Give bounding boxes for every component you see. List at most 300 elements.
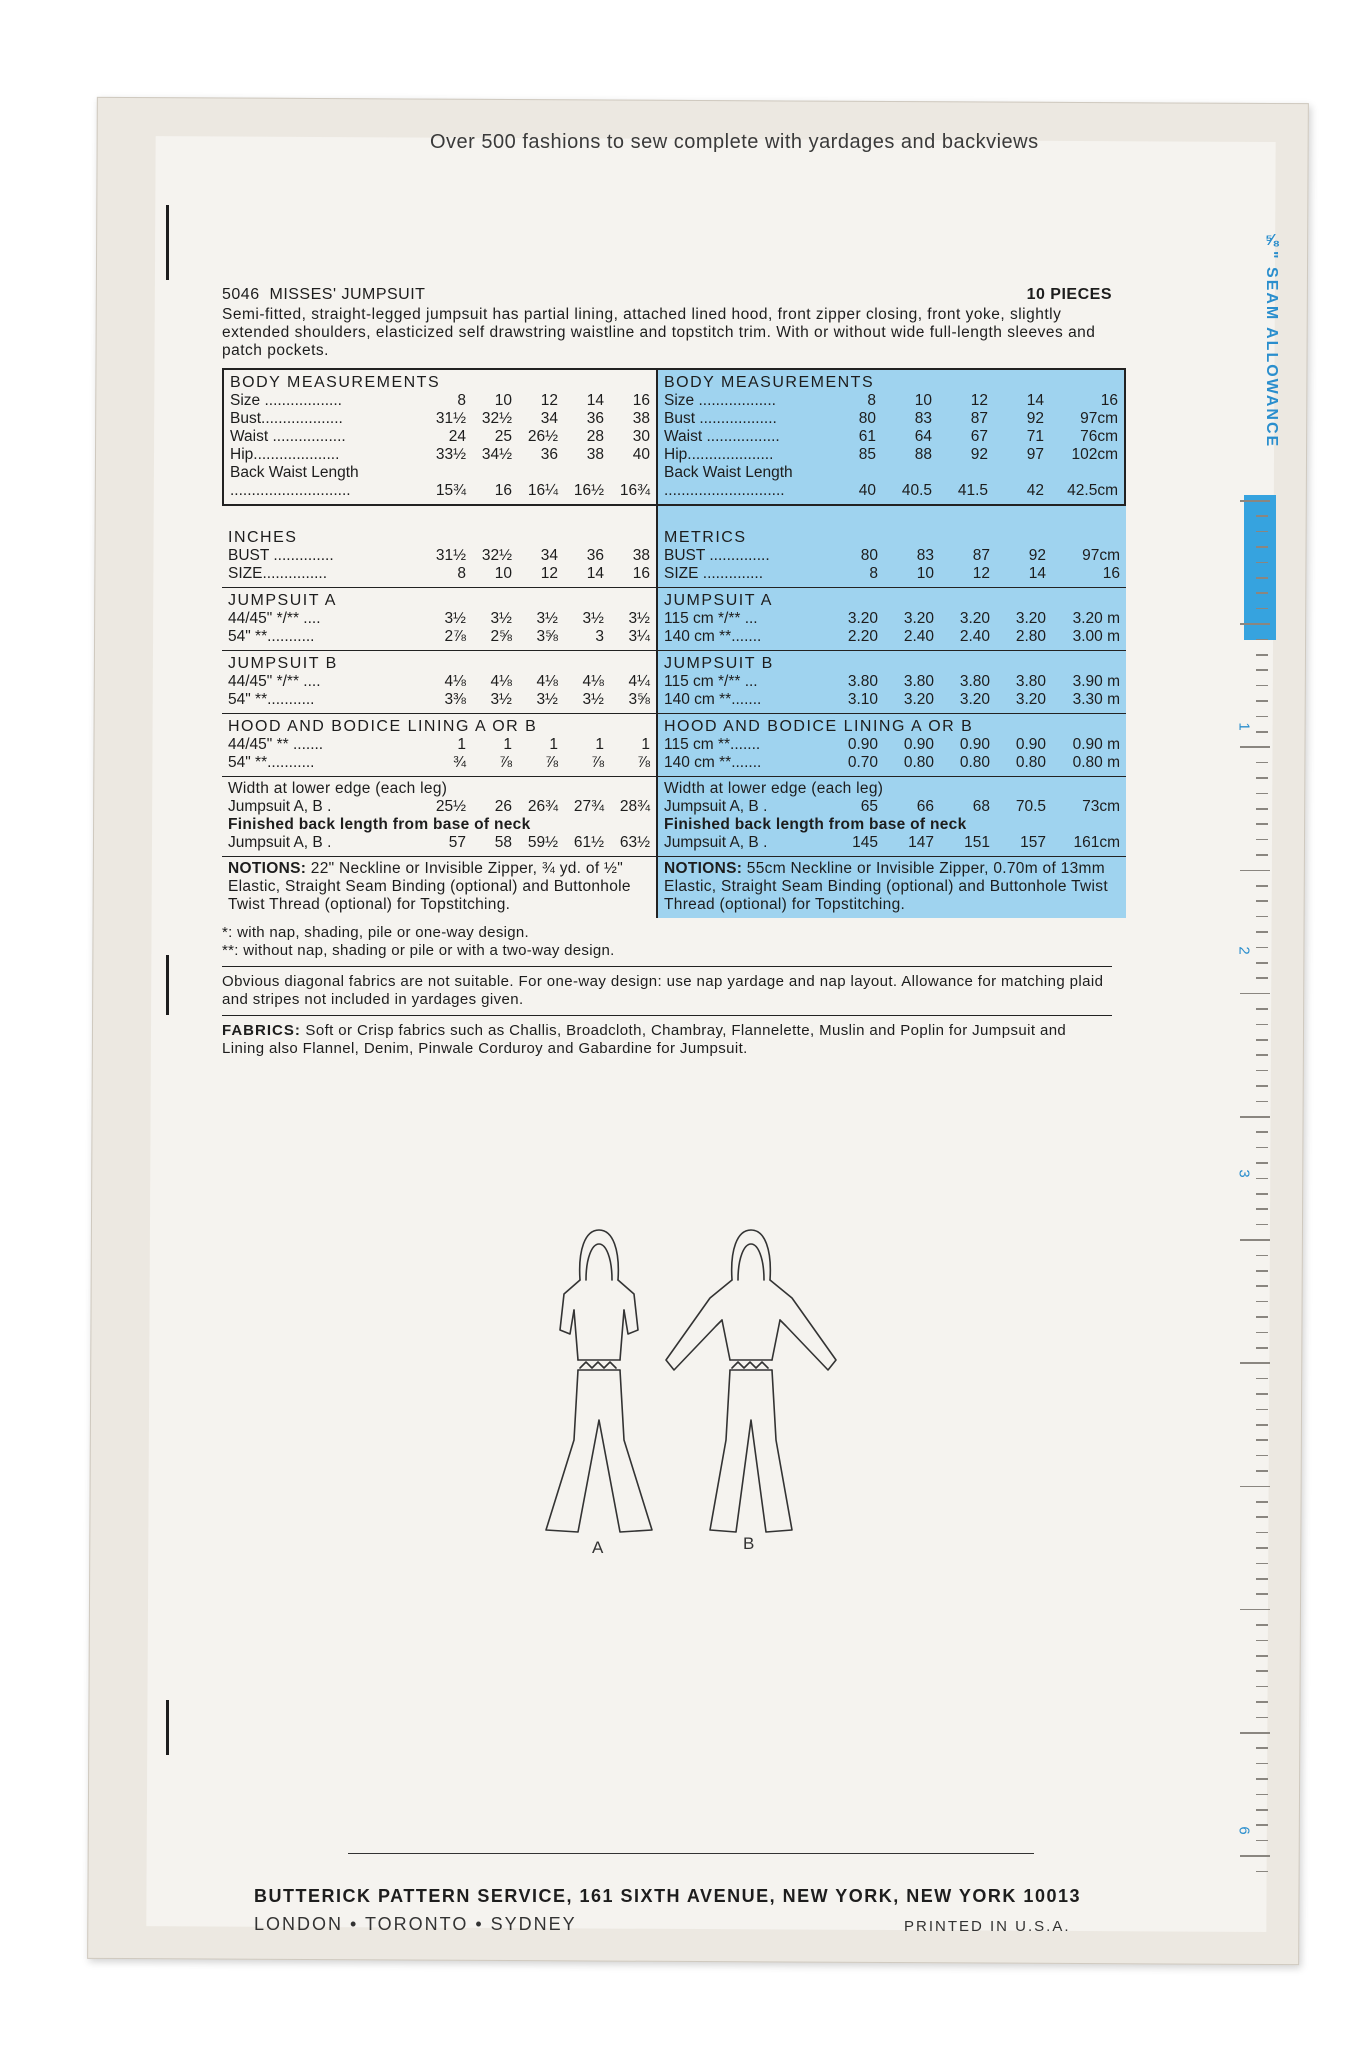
table-row — [664, 392, 1118, 410]
divider — [222, 1015, 1112, 1016]
row-label: Waist ................. — [230, 428, 346, 445]
row-label: Jumpsuit A, B . — [228, 834, 332, 851]
ruler-tick — [1256, 977, 1268, 979]
table-cell: 31½ — [435, 547, 466, 564]
table-cell: 64 — [914, 428, 932, 445]
ruler-tick — [1256, 1101, 1268, 1103]
ruler-tick — [1256, 1563, 1268, 1565]
table-cell: 0.90 — [959, 736, 990, 753]
table-cell: 157 — [1020, 834, 1046, 851]
table-cell: 61½ — [573, 834, 604, 851]
row-label: Hip.................... — [664, 446, 774, 463]
table-row — [228, 628, 650, 646]
table-cell: 92 — [1028, 547, 1046, 564]
table-cell: 8 — [457, 565, 466, 582]
row-label: 140 cm **....... — [664, 691, 762, 708]
table-cell: 41.5 — [957, 482, 988, 499]
metrics-section: METRICS BUST .............. 80 83 87 92 97cm SIZE .............. 8 10 12 14 16 — [658, 506, 1126, 587]
ruler-tick — [1256, 592, 1268, 594]
ruler-tick — [1256, 685, 1268, 687]
table-cell: 3⅝ — [536, 628, 558, 645]
ruler-tick — [1240, 870, 1270, 872]
table-cell: 3½ — [582, 691, 604, 708]
ruler-tick — [1256, 1701, 1268, 1703]
table-cell: 88 — [914, 446, 932, 463]
table-cell: 34½ — [481, 446, 512, 463]
table-cell: 85 — [858, 446, 876, 463]
table-cell: 2⅞ — [444, 628, 466, 645]
size-conversion-block — [222, 506, 1126, 587]
ruler-tick — [1256, 1316, 1268, 1318]
row-label: Hip.................... — [230, 446, 340, 463]
table-cell: 4⅛ — [490, 673, 512, 690]
ruler-tick — [1240, 1732, 1270, 1734]
table-cell: 2⅝ — [490, 628, 512, 645]
ruler-tick — [1240, 1609, 1270, 1611]
row-label: Waist ................. — [664, 428, 780, 445]
envelope-tagline: Over 500 fashions to sew complete with yardages and backviews — [430, 131, 1039, 153]
table-cell: 3.30 m — [1072, 691, 1120, 708]
table-cell: 76cm — [1080, 428, 1118, 445]
table-cell: 0.90 m — [1072, 736, 1120, 753]
table-cell: 70.5 — [1015, 798, 1046, 815]
table-cell: 30 — [632, 428, 650, 445]
ruler-tick — [1256, 1670, 1268, 1672]
table-row — [664, 428, 1118, 446]
ruler-tick — [1240, 1116, 1270, 1118]
ruler-number: 2 — [1235, 946, 1253, 955]
row-label: ............................ — [664, 482, 785, 499]
table-cell: 0.80 m — [1072, 754, 1120, 771]
pattern-header — [222, 286, 1112, 304]
ruler-tick — [1256, 639, 1268, 641]
table-cell: 28 — [586, 428, 604, 445]
ruler-tick — [1256, 1162, 1268, 1164]
table-row — [664, 482, 1118, 500]
table-cell: 145 — [852, 834, 878, 851]
ruler-tick — [1256, 700, 1268, 702]
ruler-tick — [1256, 885, 1268, 887]
row-label: 44/45" */** .... — [228, 610, 321, 627]
table-cell: 3½ — [490, 691, 512, 708]
table-cell: 97cm — [1080, 410, 1118, 427]
table-cell: 3½ — [490, 610, 512, 627]
table-cell: 16½ — [573, 482, 604, 499]
margin-mark — [166, 1700, 169, 1755]
table-cell: 16 — [632, 392, 650, 409]
table-row — [664, 547, 1120, 565]
ruler-tick — [1256, 1593, 1268, 1595]
table-cell: 0.90 — [847, 736, 878, 753]
pattern-number: 5046 — [222, 286, 260, 303]
row-label: SIZE .............. — [664, 565, 764, 582]
table-cell: 97 — [1026, 446, 1044, 463]
table-row — [664, 691, 1120, 709]
ruler-tick — [1256, 1070, 1268, 1072]
ruler-tick — [1240, 500, 1270, 502]
table-cell: 3 — [595, 628, 604, 645]
row-label: 140 cm **....... — [664, 628, 762, 645]
row-label: ............................ — [230, 482, 351, 499]
table-cell: 92 — [970, 446, 988, 463]
row-label: Size .................. — [664, 392, 776, 409]
table-cell: 2.40 — [959, 628, 990, 645]
publisher-cities: LONDON • TORONTO • SYDNEY — [254, 1914, 577, 1934]
table-cell: 26 — [494, 798, 512, 815]
table-cell: ⅞ — [637, 754, 650, 771]
table-cell: 67 — [970, 428, 988, 445]
seam-allowance-label: ⅝" SEAM ALLOWANCE — [1263, 232, 1280, 449]
table-cell: 83 — [916, 547, 934, 564]
table-cell: 3¼ — [628, 628, 650, 645]
ruler-tick — [1256, 1193, 1268, 1195]
table-cell: 59½ — [527, 834, 558, 851]
ruler-tick — [1256, 1131, 1268, 1133]
table-cell: 36 — [540, 446, 558, 463]
table-cell: 57 — [448, 834, 466, 851]
table-cell: 3½ — [582, 610, 604, 627]
back-view-sketches — [540, 1220, 840, 1565]
fabrics-paragraph: FABRICS: Soft or Crisp fabrics such as Challis, Broadcloth, Chambray, Flannelette, Muslin and Poplin for Jumpsuit and Lining also Flannel, Denim, Pinwale Corduroy and Gabardine for Jumpsuit. — [222, 1022, 1067, 1057]
table-row — [228, 798, 650, 816]
table-cell: 16 — [1102, 565, 1120, 582]
ruler-tick — [1256, 654, 1268, 656]
ruler-tick — [1256, 562, 1268, 564]
table-row — [228, 610, 650, 628]
table-row — [230, 410, 650, 428]
table-cell: 8 — [869, 565, 878, 582]
ruler-tick — [1256, 1717, 1268, 1719]
table-cell: 1 — [503, 736, 512, 753]
table-row — [664, 798, 1120, 816]
table-cell: 0.80 — [959, 754, 990, 771]
ruler-tick — [1256, 1255, 1268, 1257]
row-label: 54" **........... — [228, 628, 315, 645]
ruler-tick — [1256, 1024, 1268, 1026]
row-label: Bust .................. — [664, 410, 777, 427]
ruler-tick — [1256, 1794, 1268, 1796]
ruler-tick — [1256, 577, 1268, 579]
ruler-tick — [1256, 931, 1268, 933]
table-row — [664, 673, 1120, 691]
ruler-tick — [1256, 1470, 1268, 1472]
table-cell: 3½ — [444, 610, 466, 627]
table-cell: 80 — [858, 410, 876, 427]
table-cell: 32½ — [481, 547, 512, 564]
ruler-tick — [1256, 962, 1268, 964]
table-cell: 73cm — [1082, 798, 1120, 815]
row-label: 115 cm **....... — [664, 736, 761, 753]
table-cell: 28¾ — [619, 798, 650, 815]
table-cell: 26¾ — [527, 798, 558, 815]
view-b-label: B — [743, 1534, 755, 1553]
ruler-tick — [1256, 1501, 1268, 1503]
table-cell: 14 — [1026, 392, 1044, 409]
table-cell: 40.5 — [901, 482, 932, 499]
table-cell: 3.20 — [903, 610, 934, 627]
publisher-address: BUTTERICK PATTERN SERVICE, 161 SIXTH AVENUE, NEW YORK, NEW YORK 10013 — [254, 1886, 1081, 1906]
ruler-tick — [1240, 1855, 1270, 1857]
table-cell: 3.80 — [847, 673, 878, 690]
table-cell: 25½ — [435, 798, 466, 815]
row-label: Jumpsuit A, B . — [228, 798, 332, 815]
table-row — [664, 628, 1120, 646]
table-cell: 0.90 — [1015, 736, 1046, 753]
body-measurements-block — [222, 368, 1126, 506]
table-cell: 151 — [964, 834, 990, 851]
ruler-tick — [1256, 1532, 1268, 1534]
ruler-tick — [1240, 746, 1270, 748]
table-row — [228, 736, 650, 754]
ruler-tick — [1256, 1424, 1268, 1426]
ruler-tick — [1256, 1455, 1268, 1457]
row-label: 44/45" */** .... — [228, 673, 321, 690]
table-cell: 10 — [494, 392, 512, 409]
table-cell: 4¼ — [628, 673, 650, 690]
table-cell: 16¼ — [527, 482, 558, 499]
table-cell: 3.20 — [959, 691, 990, 708]
table-cell: 97cm — [1082, 547, 1120, 564]
table-cell: 1 — [595, 736, 604, 753]
table-row — [228, 754, 650, 772]
hood-lining-yardage: HOOD AND BODICE LINING A OR B 44/45" ** ....... 1 1 1 1 1 54" **........... ¾ ⅞ ⅞ ⅞ ⅞ HOOD AND BODICE LINING A OR B 115 cm **....... 0.90 0.90 0.90 0.90 0.90 m 140 cm **....... 0.70 0.80 0.80 0.80 0.80 m — [222, 713, 1126, 776]
notions-block — [222, 856, 1126, 918]
ruler-tick — [1256, 731, 1268, 733]
table-cell: 16 — [632, 565, 650, 582]
row-label: SIZE............... — [228, 565, 328, 582]
body-measurements-inches: BODY MEASUREMENTS Size .................. 8 10 12 14 16 Bust................... 31½ 32½ 34 36 38 Waist ................. 24 25 26½ 28 30 Hip.................... 33½ 34½ 36 38 40 Back Waist Length ............................ 15¾ 16 16¼ 16½ 16¾ — [222, 370, 658, 506]
table-row — [664, 736, 1120, 754]
ruler-tick — [1256, 1285, 1268, 1287]
table-cell: 15¾ — [435, 482, 466, 499]
table-row — [664, 565, 1120, 583]
ruler-number: 6 — [1235, 1826, 1253, 1835]
table-cell: 12 — [540, 392, 558, 409]
table-row — [228, 565, 650, 583]
table-row — [228, 691, 650, 709]
ruler-tick — [1256, 854, 1268, 856]
table-cell: 3.20 — [903, 691, 934, 708]
margin-mark — [166, 205, 169, 280]
table-cell: 38 — [586, 446, 604, 463]
table-cell: 147 — [908, 834, 934, 851]
ruler-tick — [1256, 1778, 1268, 1780]
ruler-tick — [1240, 1239, 1270, 1241]
inches-section: INCHES BUST .............. 31½ 32½ 34 36 38 SIZE............... 8 10 12 14 16 — [222, 506, 658, 587]
row-label: Bust................... — [230, 410, 343, 427]
row-label: 54" **........... — [228, 754, 315, 771]
footnotes: *: with nap, shading, pile or one-way design. **: without nap, shading or pile or with a two-way design. — [222, 924, 615, 959]
ruler-tick — [1256, 947, 1268, 949]
table-cell: 1 — [641, 736, 650, 753]
table-cell: 4⅛ — [536, 673, 558, 690]
table-cell: 4⅛ — [582, 673, 604, 690]
table-cell: 3.20 — [1015, 691, 1046, 708]
ruler-tick — [1256, 839, 1268, 841]
table-cell: 36 — [586, 410, 604, 427]
table-cell: 3.20 m — [1072, 610, 1120, 627]
jumpsuit-back-view-illustration — [540, 1220, 840, 1560]
table-cell: 10 — [494, 565, 512, 582]
ruler-tick — [1256, 1270, 1268, 1272]
table-cell: 8 — [867, 392, 876, 409]
table-row — [664, 834, 1120, 852]
table-cell: 14 — [1028, 565, 1046, 582]
table-cell: 14 — [586, 565, 604, 582]
table-cell: 3.80 — [1015, 673, 1046, 690]
ruler-tick — [1256, 1547, 1268, 1549]
ruler-tick — [1256, 1686, 1268, 1688]
ruler-tick — [1256, 1178, 1268, 1180]
table-cell: 34 — [540, 410, 558, 427]
ruler-tick — [1256, 1332, 1268, 1334]
ruler-tick — [1256, 1840, 1268, 1842]
table-row — [228, 547, 650, 565]
ruler-tick — [1256, 808, 1268, 810]
table-cell: 102cm — [1071, 446, 1118, 463]
ruler-tick — [1240, 623, 1270, 625]
table-cell: 12 — [972, 565, 990, 582]
ruler-tick — [1256, 1039, 1268, 1041]
table-cell: 36 — [586, 547, 604, 564]
table-cell: 14 — [586, 392, 604, 409]
table-cell: 3.10 — [847, 691, 878, 708]
row-label: 115 cm */** ... — [664, 673, 758, 690]
table-cell: 26½ — [527, 428, 558, 445]
table-cell: 27¾ — [573, 798, 604, 815]
table-cell: 42.5cm — [1067, 482, 1118, 499]
table-row — [230, 446, 650, 464]
table-cell: 71 — [1026, 428, 1044, 445]
table-cell: ⅞ — [499, 754, 512, 771]
table-cell: 16 — [1100, 392, 1118, 409]
ruler-tick — [1256, 762, 1268, 764]
row-label: 44/45" ** ....... — [228, 736, 324, 753]
table-cell: 8 — [457, 392, 466, 409]
notions-metric: NOTIONS: 55cm Neckline or Invisible Zipper, 0.70m of 13mm Elastic, Straight Seam Binding (optional) and Buttonhole Twist Thread (optional) for Topstitching. — [658, 857, 1126, 918]
table-cell: 0.90 — [903, 736, 934, 753]
table-cell: 58 — [494, 834, 512, 851]
pattern-title: MISSES' JUMPSUIT — [269, 286, 426, 303]
ruler-tick — [1256, 1347, 1268, 1349]
table-cell: 3.80 — [959, 673, 990, 690]
row-label: Jumpsuit A, B . — [664, 798, 768, 815]
table-cell: ⅞ — [591, 754, 604, 771]
ruler-tick — [1256, 1409, 1268, 1411]
table-cell: 3.80 — [903, 673, 934, 690]
table-cell: 2.80 — [1015, 628, 1046, 645]
table-row — [664, 610, 1120, 628]
row-label: 140 cm **....... — [664, 754, 762, 771]
ruler-tick — [1256, 1578, 1268, 1580]
ruler-tick — [1256, 1763, 1268, 1765]
row-label: Jumpsuit A, B . — [664, 834, 768, 851]
table-cell: 12 — [970, 392, 988, 409]
ruler-tick — [1256, 1378, 1268, 1380]
table-cell: 61 — [858, 428, 876, 445]
table-cell: 33½ — [435, 446, 466, 463]
ruler-tick — [1256, 1640, 1268, 1642]
table-row — [230, 392, 650, 410]
table-cell: 16 — [494, 482, 512, 499]
table-cell: 16¾ — [619, 482, 650, 499]
table-cell: 161cm — [1073, 834, 1120, 851]
ruler-tick — [1256, 515, 1268, 517]
table-cell: 3.20 — [1015, 610, 1046, 627]
ruler-tick — [1256, 1393, 1268, 1395]
table-cell: 2.20 — [847, 628, 878, 645]
table-cell: 1 — [457, 736, 466, 753]
table-cell: 3⅜ — [444, 691, 466, 708]
row-label: BUST .............. — [228, 547, 334, 564]
printed-in: PRINTED IN U.S.A. — [904, 1918, 1071, 1935]
table-cell: 4⅛ — [444, 673, 466, 690]
ruler-tick — [1256, 1147, 1268, 1149]
table-cell: 12 — [540, 565, 558, 582]
ruler-tick — [1256, 1871, 1268, 1873]
table-cell: 42 — [1026, 482, 1044, 499]
ruler-tick — [1256, 777, 1268, 779]
table-cell: 2.40 — [903, 628, 934, 645]
row-label: 115 cm */** ... — [664, 610, 758, 627]
notions-inches: NOTIONS: 22" Neckline or Invisible Zipper, ¾ yd. of ½" Elastic, Straight Seam Binding (optional) and Buttonhole Twist Thread (optional) for Topstitching. — [222, 857, 658, 918]
table-cell: 3.00 m — [1072, 628, 1120, 645]
body-measurements-metric: BODY MEASUREMENTS Size .................. 8 10 12 14 16 Bust .................. 80 83 87 92 97cm Waist ................. 61 64 67 71 76cm Hip.................... 85 88 92 97 102cm Back Waist Length ............................ 40 40.5 41.5 42 42.5cm — [658, 370, 1126, 506]
ruler-number: 1 — [1235, 722, 1253, 731]
jumpsuit-b-yardage: JUMPSUIT B 44/45" */** .... 4⅛ 4⅛ 4⅛ 4⅛ 4¼ 54" **........... 3⅜ 3½ 3½ 3½ 3⅝ JUMPSUIT B 115 cm */** ... 3.80 3.80 3.80 3.80 3.90 m 140 cm **....... 3.10 3.20 3.20 3.20 3.30 m — [222, 650, 1126, 713]
table-cell: 32½ — [481, 410, 512, 427]
ruler-tick — [1256, 1824, 1268, 1826]
table-cell: 3.20 — [959, 610, 990, 627]
table-cell: 10 — [916, 565, 934, 582]
table-cell: 40 — [858, 482, 876, 499]
ruler-tick — [1256, 916, 1268, 918]
table-cell: 3½ — [628, 610, 650, 627]
table-row — [228, 673, 650, 691]
ruler-tick — [1256, 1085, 1268, 1087]
table-cell: 63½ — [619, 834, 650, 851]
table-cell: 68 — [972, 798, 990, 815]
table-cell: ¾ — [453, 754, 466, 771]
table-cell: 0.80 — [1015, 754, 1046, 771]
ruler-tick — [1256, 608, 1268, 610]
row-label: BUST .............. — [664, 547, 770, 564]
ruler-tick — [1256, 1008, 1268, 1010]
ruler-tick — [1256, 1655, 1268, 1657]
table-row — [228, 834, 650, 852]
ruler-tick — [1256, 1516, 1268, 1518]
margin-mark — [166, 955, 169, 1015]
table-cell: 83 — [914, 410, 932, 427]
row-label: 54" **........... — [228, 691, 315, 708]
table-cell: 3½ — [536, 691, 558, 708]
ruler-tick — [1256, 531, 1268, 533]
table-row — [230, 482, 650, 500]
ruler-tick — [1240, 1486, 1270, 1488]
table-cell: 10 — [914, 392, 932, 409]
table-cell: 24 — [448, 428, 466, 445]
table-cell: 34 — [540, 547, 558, 564]
table-cell: 92 — [1026, 410, 1044, 427]
table-cell: 80 — [860, 547, 878, 564]
ruler-tick — [1256, 793, 1268, 795]
table-cell: 87 — [972, 547, 990, 564]
ruler-tick — [1256, 900, 1268, 902]
row-label: Size .................. — [230, 392, 342, 409]
table-cell: 31½ — [435, 410, 466, 427]
pattern-info — [222, 286, 1120, 1058]
fabric-note: Obvious diagonal fabrics are not suitable. For one-way design: use nap yardage and nap layout. Allowance for matching plaid and stripes not included in yardages given. — [222, 973, 1104, 1008]
